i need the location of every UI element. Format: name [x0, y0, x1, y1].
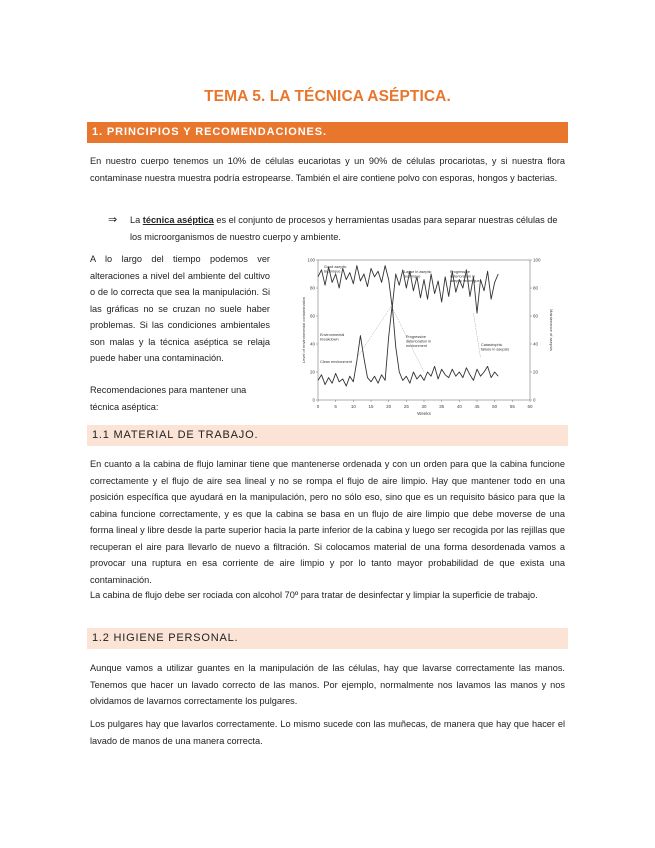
page-title: TEMA 5. LA TÉCNICA ASÉPTICA.: [204, 88, 451, 105]
material-paragraph-2: La cabina de flujo debe ser rociada con alcohol 70º para tratar de desinfectar y limpiar la superficie de trabajo.: [90, 590, 538, 600]
definition-text: La técnica aséptica es el conjunto de procesos y herramientas usadas para separar nuestras células de los microorganismos de nuestro cuerpo y ambiente.: [130, 215, 558, 242]
x-tick-label: 5: [334, 404, 337, 409]
x-tick-label: 35: [439, 404, 445, 409]
x-tick-label: 0: [316, 404, 320, 409]
x-axis-label: Weeks: [417, 411, 431, 416]
chart-annotation: Clean environment: [320, 360, 352, 364]
y-tick-label-left: 0: [312, 397, 315, 403]
dashed-connector: [357, 305, 392, 358]
higiene-paragraph-2: Los pulgares hay que lavarlos correctamente. Lo mismo sucede con las muñecas, de manera que hay que hacer el lavado de manos de una manera correcta.: [90, 719, 565, 746]
y-tick-label-left: 80: [309, 285, 315, 291]
section-heading-principios: 1. PRINCIPIOS Y RECOMENDACIONES.: [87, 122, 568, 143]
y-axis-label-right: Maintenance of asepsis: [549, 308, 554, 352]
asepsis-chart: [298, 250, 556, 420]
chart-annotation: Environmental breakdown: [320, 333, 345, 342]
y-tick-label-right: 100: [533, 257, 541, 263]
arrow-right-icon: ⇒: [108, 214, 118, 226]
x-tick-label: 55: [509, 404, 515, 409]
x-tick-label: 20: [386, 404, 392, 409]
y-tick-label-left: 20: [309, 369, 315, 375]
chart-annotation: Catastrophic failure in asepsis: [481, 343, 510, 352]
section-heading-material: 1.1 MATERIAL DE TRABAJO.: [87, 425, 568, 446]
y-axis-label-left: Level of environmental contamination: [301, 296, 306, 364]
y-tick-label-left: 60: [309, 313, 315, 319]
section-heading-higiene: 1.2 HIGIENE PERSONAL.: [87, 628, 568, 649]
side-paragraph: A lo largo del tiempo podemos ver alteraciones a nivel del ambiente del cultivo o de lo correcta que sea la manipulación. Si las gráficas no se cruzan no suele haber problemas. Si las condiciones ambientales son malas y la técnica aséptica se relaja puede haber una contaminación.: [90, 254, 270, 363]
x-tick-label: 45: [474, 404, 480, 409]
y-tick-label-left: 40: [309, 341, 315, 347]
x-tick-label: 15: [368, 404, 374, 409]
y-tick-label-right: 60: [533, 313, 539, 319]
x-tick-label: 10: [350, 404, 356, 409]
x-tick-label: 40: [456, 404, 462, 409]
intro-paragraph: En nuestro cuerpo tenemos un 10% de células eucariotas y un 90% de células procariotas, y si nuestra flora contaminase nuestra muestra podría estropearse. También el aire contiene polvo con esporas, hongos y bacterias.: [90, 156, 565, 183]
y-tick-label-right: 0: [533, 397, 536, 403]
chart-annotation: Lapse in aseptic technique: [404, 270, 432, 279]
x-tick-label: 30: [421, 404, 427, 409]
chart-annotation: Progressive deterioration in environment: [406, 335, 432, 348]
x-tick-label: 25: [403, 404, 409, 409]
chart-annotation: Progressive deterioration in aseptic technique: [450, 270, 480, 283]
y-tick-label-right: 40: [533, 341, 539, 347]
definition-term: técnica aséptica: [142, 215, 214, 225]
material-paragraph-1: En cuanto a la cabina de flujo laminar tiene que mantenerse ordenada y con un orden para que la cabina funcione correctamente y el flujo de aire sea lineal y no se rompa el flujo de aire limpio. Hay que mantener todo en una posición específica que ayudará en la manipulación, pero no sólo eso, sino que es un requisito básico para que la cabina funcione correctamente, y es que la cabina se basa en un flujo de aire limpio que debe moverse de una forma lineal y libre desde la parte superior hacia la parte inferior de la cabina y luego ser recogida por las rejillas que recuperan el aire para llevarlo de nuevo a filtración. Si colocamos material de una forma desordenada vamos a provocar una ruptura en esa corriente de aire limpio y por lo tanto mayor probabilidad de que exista una contaminación.: [90, 459, 565, 585]
y-tick-label-left: 100: [307, 257, 315, 263]
dashed-connector: [473, 313, 480, 358]
y-tick-label-right: 20: [533, 369, 539, 375]
x-tick-label: 50: [492, 404, 498, 409]
y-tick-label-right: 80: [533, 285, 539, 291]
higiene-paragraph-1: Aunque vamos a utilizar guantes en la manipulación de las células, hay que lavarse correctamente las manos. Tenemos que hacer un lavado correcto de las manos. Por ejemplo, normalmente nos lavamos las manos y nos olvidamos de lavarnos correctamente los pulgares.: [90, 663, 565, 706]
recommendations-text: Recomendaciones para mantener una técnica aséptica:: [90, 385, 247, 412]
chart-annotation: Good aseptic technique: [324, 265, 347, 274]
x-tick-label: 60: [527, 404, 533, 409]
